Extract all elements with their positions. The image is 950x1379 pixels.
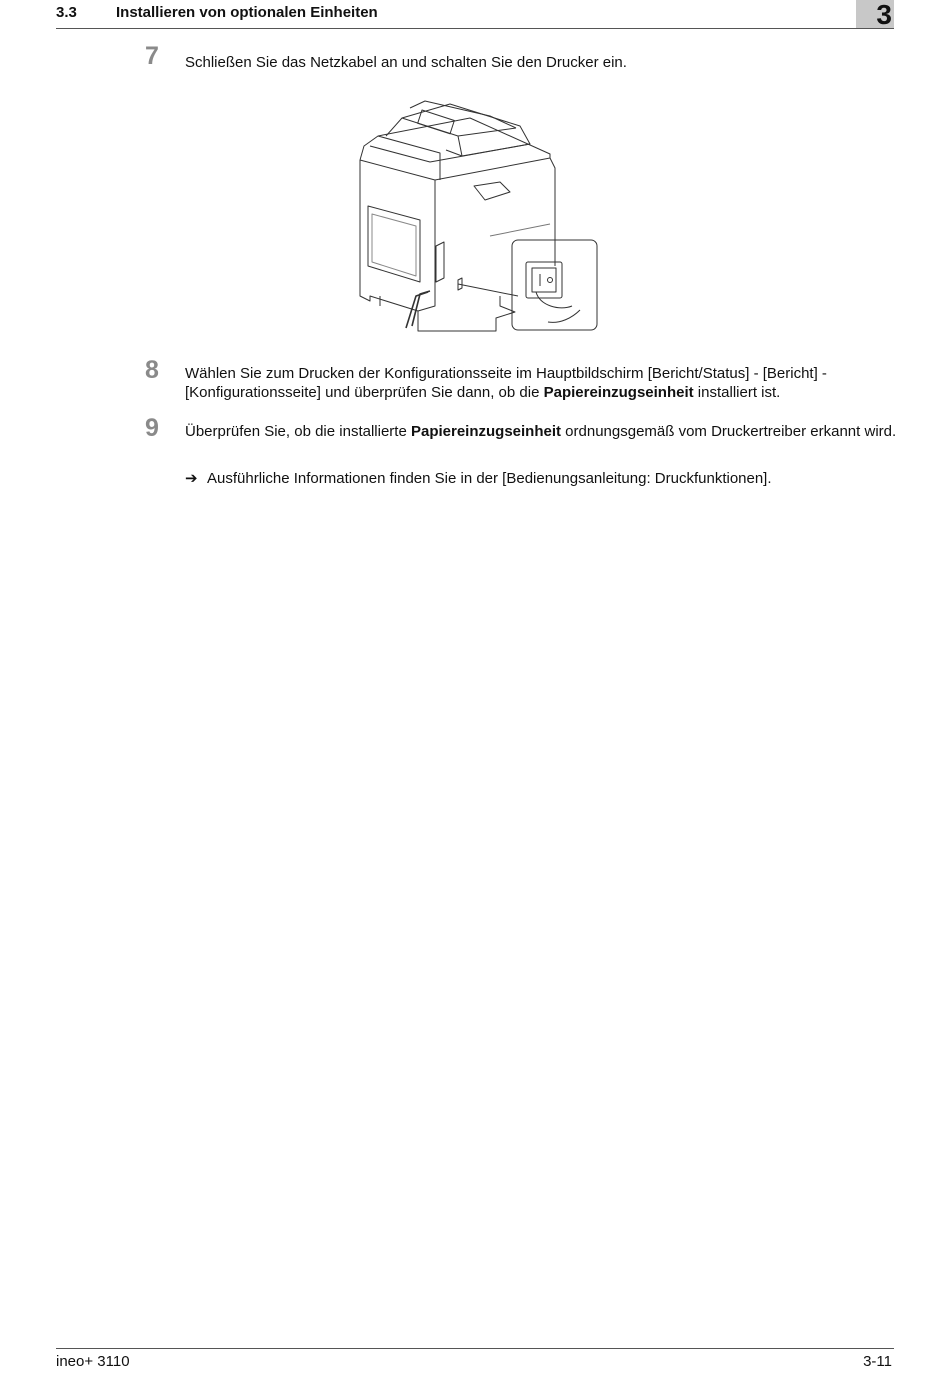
- emphasis-papiereinzugseinheit: Papiereinzugseinheit: [410, 423, 562, 440]
- chapter-tab: [856, 0, 894, 28]
- section-title: Installieren von optionalen Einheiten: [116, 4, 378, 21]
- step-text-part: ordnungsgemäß vom Druckertreiber erkannt wird.: [561, 423, 897, 440]
- step-number: 9: [145, 414, 159, 442]
- footer-page-number: 3-11: [863, 1353, 892, 1370]
- substep-note: [185, 469, 890, 488]
- chapter-number: 3: [876, 0, 892, 30]
- step-text-part: installiert ist.: [693, 384, 781, 401]
- page-footer: [56, 1348, 894, 1379]
- step-number: 8: [145, 356, 159, 384]
- emphasis-papiereinzugseinheit: Papiereinzugseinheit: [543, 384, 694, 401]
- arrow-right-icon: ➔: [185, 470, 198, 487]
- step-text-part: Überprüfen Sie, ob die installierte: [185, 423, 411, 440]
- step-text: [185, 422, 897, 441]
- printer-power-switch-illustration: [350, 96, 600, 334]
- step-text-part: Wählen Sie zum Drucken der Konfigurationsseite im Hauptbildschirm [Bericht/Status] - [Bericht] - [Konfigurationsseite] und überprüfen Sie dann, ob die: [185, 365, 827, 401]
- page-header: [56, 0, 894, 29]
- step-number: 7: [145, 42, 159, 70]
- footer-model: ineo+ 3110: [56, 1353, 130, 1370]
- section-number: 3.3: [56, 4, 77, 21]
- step-text: [185, 364, 897, 402]
- substep-text: Ausführliche Informationen finden Sie in der [Bedienungsanleitung: Druckfunktionen].: [207, 470, 772, 487]
- step-text: Schließen Sie das Netzkabel an und schalten Sie den Drucker ein.: [185, 54, 627, 71]
